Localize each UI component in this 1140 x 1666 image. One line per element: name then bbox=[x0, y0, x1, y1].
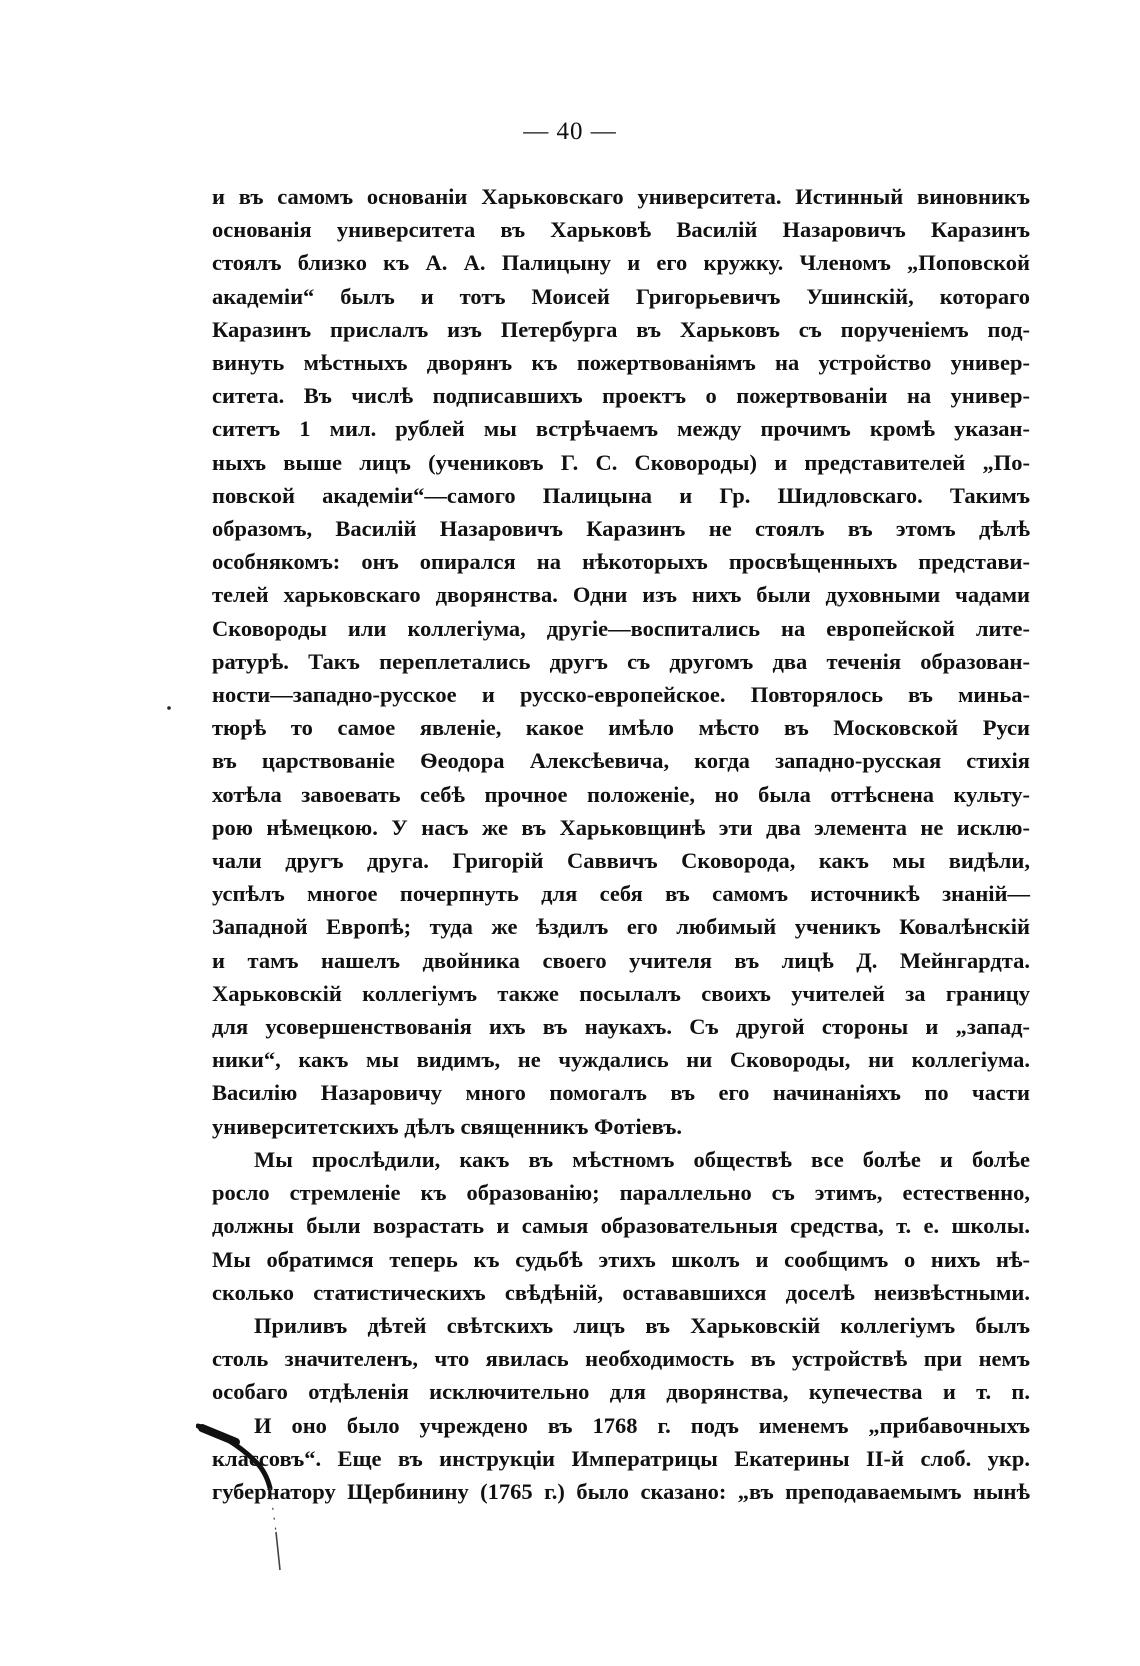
text-line: стоялъ близко къ А. А. Палицыну и его кружку. Членомъ „Поповской bbox=[212, 250, 1030, 276]
text-line: и въ самомъ основанiи Харьковскаго университета. Истинный виновникъ bbox=[212, 184, 1030, 209]
text-line: рою нѣмецкою. У насъ же въ Харьковщинѣ эти два элемента не исклю- bbox=[212, 814, 1030, 840]
text-line: Приливъ дѣтей свѣтскихъ лицъ въ Харьковскiй коллегiумъ былъ bbox=[254, 1312, 1030, 1338]
text-line: И оно было учреждено въ 1768 г. подъ именемъ „прибавочныхъ bbox=[254, 1412, 1030, 1438]
text-line: повской академiи“—самого Палицына и Гр. Шидловскаго. Такимъ bbox=[212, 482, 1030, 508]
text-line: Василiю Назаровичу много помогалъ въ его начинанiяхъ по части bbox=[212, 1080, 1030, 1106]
text-line: университетскихъ дѣлъ священникъ Фотiевъ. bbox=[212, 1113, 682, 1139]
text-line: росло стремленiе къ образованiю; параллельно съ этимъ, естественно, bbox=[212, 1180, 1030, 1206]
page-number: — 40 — bbox=[523, 118, 617, 145]
pen-stroke-mark bbox=[196, 1422, 296, 1582]
paragraph bbox=[212, 1143, 1030, 1309]
text-line: особаго отдѣленiя исключительно для дворянства, купечества и т. п. bbox=[212, 1379, 1030, 1405]
text-line: особнякомъ: онъ опирался на нѣкоторыхъ просвѣщенныхъ представи- bbox=[212, 549, 1030, 575]
text-line: ности—западно-русское и русско-европейское. Повторялось въ миньа- bbox=[212, 682, 1030, 708]
text-line: должны были возрастать и самыя образовательныя средства, т. е. школы. bbox=[212, 1213, 1030, 1239]
text-line: классовъ“. Еще въ инструкцiи Императрицы Екатерины II-й слоб. укр. bbox=[212, 1445, 1030, 1471]
text-line: ситета. Въ числѣ подписавшихъ проектъ о пожертвованiи на универ- bbox=[212, 383, 1030, 409]
text-line: телей харьковскаго дворянства. Одни изъ нихъ были духовными чадами bbox=[212, 582, 1030, 608]
paragraph bbox=[212, 1409, 1030, 1509]
text-line: академiи“ былъ и тотъ Моисей Григорьевичъ Ушинскiй, котораго bbox=[212, 283, 1030, 309]
text-line: и тамъ нашелъ двойника своего учителя въ лицѣ Д. Мейнгардта. bbox=[212, 947, 1030, 973]
paragraph bbox=[212, 180, 1030, 1143]
text-line: Каразинъ прислалъ изъ Петербурга въ Харьковъ съ порученiемъ под- bbox=[212, 316, 1030, 342]
ink-dot-mark bbox=[165, 704, 173, 712]
text-line: основанiя университета въ Харьковѣ Василiй Назаровичъ Каразинъ bbox=[212, 217, 1030, 243]
text-line: Мы прослѣдили, какъ въ мѣстномъ обществѣ все болѣе и болѣе bbox=[254, 1146, 1030, 1172]
text-line: сколько статистическихъ свѣдѣнiй, остававшихся доселѣ неизвѣстными. bbox=[212, 1279, 1030, 1305]
text-line: ники“, какъ мы видимъ, не чуждались ни Сковороды, ни коллегiума. bbox=[212, 1047, 1030, 1073]
body-text bbox=[212, 180, 1030, 1508]
text-line: винуть мѣстныхъ дворянъ къ пожертвованiямъ на устройство универ- bbox=[212, 350, 1030, 376]
text-line: успѣлъ многое почерпнуть для себя въ самомъ источникѣ знанiй— bbox=[212, 881, 1030, 907]
paragraph bbox=[212, 1309, 1030, 1409]
text-line: образомъ, Василiй Назаровичъ Каразинъ не стоялъ въ этомъ дѣлѣ bbox=[212, 516, 1030, 542]
text-line: Сковороды или коллегiума, другiе—воспитались на европейской лите- bbox=[212, 615, 1030, 641]
text-line: ныхъ выше лицъ (учениковъ Г. С. Сковороды) и представителей „По- bbox=[212, 449, 1030, 475]
text-line: ратурѣ. Такъ переплетались другъ съ другомъ два теченiя образован- bbox=[212, 648, 1030, 674]
text-line: Мы обратимся теперь къ судьбѣ этихъ школъ и сообщимъ о нихъ нѣ- bbox=[212, 1246, 1030, 1272]
text-line: тюрѣ то самое явленiе, какое имѣло мѣсто въ Московской Руси bbox=[212, 715, 1030, 741]
text-line: хотѣла завоевать себѣ прочное положенiе, но была оттѣснена культу- bbox=[212, 781, 1030, 807]
text-line: въ царствованiе Ѳеодора Алексѣевича, когда западно-русская стихiя bbox=[212, 748, 1030, 774]
text-line: губернатору Щербинину (1765 г.) было сказано: „въ преподаваемымъ нынѣ bbox=[212, 1478, 1030, 1504]
text-line: Западной Европѣ; туда же ѣздилъ его любимый ученикъ Ковалѣнскiй bbox=[212, 914, 1030, 940]
text-line: чали другъ друга. Григорiй Саввичъ Сковорода, какъ мы видѣли, bbox=[212, 848, 1030, 874]
text-line: ситетъ 1 мил. рублей мы встрѣчаемъ между прочимъ кромѣ указан- bbox=[212, 416, 1030, 442]
text-line: столь значителенъ, что явилась необходимость въ устройствѣ при немъ bbox=[212, 1346, 1030, 1372]
text-line: для усовершенствованiя ихъ въ наукахъ. Съ другой стороны и „запад- bbox=[212, 1014, 1030, 1040]
text-line: Харьковскiй коллегiумъ также посылалъ своихъ учителей за границу bbox=[212, 980, 1030, 1006]
